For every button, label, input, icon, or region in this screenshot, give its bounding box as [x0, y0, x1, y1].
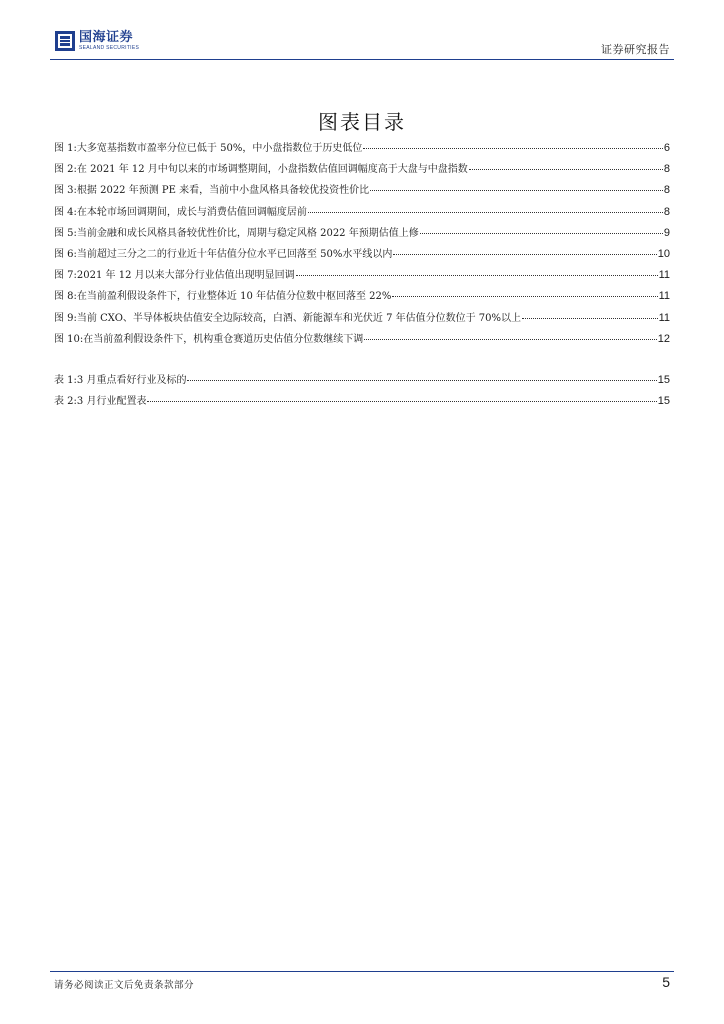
report-type-label: 证券研究报告: [601, 43, 670, 56]
entry-page-number: 8: [663, 184, 670, 197]
entry-label: 图 8:: [54, 291, 77, 303]
dot-leader: [364, 339, 656, 340]
logo-chinese-name: 国海证券: [79, 30, 134, 45]
sealand-logo-icon: [54, 30, 76, 52]
entry-label: 表 2:: [54, 396, 77, 408]
entry-page-number: 8: [663, 205, 670, 218]
figure-list: [54, 138, 670, 350]
entry-page-number: 8: [663, 163, 670, 176]
dot-leader: [393, 254, 656, 255]
entry-title: 在本轮市场回调期间，成长与消费估值回调幅度居前: [76, 206, 307, 218]
dot-leader: [308, 212, 663, 213]
entry-title: 当前超过三分之二的行业近十年估值分位水平已回落至 50%水平线以内: [76, 248, 393, 260]
entry-page-number: 6: [663, 142, 670, 154]
figure-entry[interactable]: [54, 202, 670, 223]
figure-entry[interactable]: [54, 223, 670, 244]
entry-label: 表 1:: [54, 375, 77, 386]
dot-leader: [147, 401, 656, 402]
dot-leader: [522, 318, 658, 319]
entry-label: 图 6:: [54, 248, 77, 260]
entry-title: 3 月行业配置表: [76, 396, 147, 408]
entry-title: 在 2021 年 12 月中旬以来的市场调整期间，小盘指数估值回调幅度高于大盘与中盘指数: [76, 164, 468, 176]
entry-label: 图 7:: [54, 270, 77, 282]
dot-leader: [392, 296, 657, 297]
entry-label: 图 10:: [54, 333, 84, 345]
figure-entry[interactable]: [54, 286, 670, 307]
entry-label: 图 2:: [54, 164, 77, 176]
header-divider: [50, 59, 674, 60]
toc-title: 图表目录: [318, 110, 406, 134]
figure-entry[interactable]: [54, 138, 670, 159]
entry-title: 3 月重点看好行业及标的: [76, 375, 187, 386]
table-list: [54, 370, 670, 412]
page-header: [0, 0, 724, 66]
entry-page-number: 12: [657, 332, 670, 345]
entry-page-number: 11: [658, 269, 670, 282]
dot-leader: [469, 169, 663, 170]
logo-english-name: SEALAND SECURITIES: [79, 45, 140, 51]
entry-page-number: 15: [657, 374, 670, 386]
dot-leader: [187, 380, 656, 381]
entry-title: 大多宽基指数市盈率分位已低于 50%，中小盘指数位于历史低位: [76, 143, 363, 154]
dot-leader: [370, 190, 663, 191]
figure-entry[interactable]: [54, 180, 670, 201]
entry-page-number: 11: [658, 290, 670, 303]
figure-entry[interactable]: [54, 244, 670, 265]
disclaimer-text: 请务必阅读正文后免责条款部分: [54, 980, 195, 991]
figure-entry[interactable]: [54, 265, 670, 286]
figure-entry[interactable]: [54, 159, 670, 180]
company-logo: [54, 30, 139, 52]
entry-page-number: 11: [658, 311, 670, 324]
entry-label: 图 1:: [54, 143, 77, 154]
entry-page-number: 15: [657, 395, 670, 408]
entry-title: 在当前盈利假设条件下，机构重仓赛道历史估值分位数继续下调: [83, 333, 364, 345]
entry-label: 图 5:: [54, 227, 77, 239]
table-entry[interactable]: [54, 391, 670, 412]
entry-page-number: 9: [663, 226, 670, 239]
dot-leader: [296, 275, 658, 276]
table-entry[interactable]: [54, 370, 670, 391]
entry-label: 图 4:: [54, 206, 77, 218]
dot-leader: [363, 148, 663, 149]
page-number: 5: [662, 974, 670, 990]
footer-divider: [50, 971, 674, 972]
entry-title: 当前金融和成长风格具备较优性价比，周期与稳定风格 2022 年预期估值上修: [76, 227, 419, 239]
entry-title: 当前 CXO、半导体板块估值安全边际较高，白酒、新能源车和光伏近 7 年估值分位数位于 70%以上: [76, 312, 522, 324]
entry-page-number: 10: [657, 247, 670, 260]
figure-entry[interactable]: [54, 329, 670, 350]
entry-label: 图 9:: [54, 312, 77, 324]
dot-leader: [420, 233, 663, 234]
entry-title: 在当前盈利假设条件下，行业整体近 10 年估值分位数中枢回落至 22%: [76, 291, 392, 303]
entry-title: 2021 年 12 月以来大部分行业估值出现明显回调: [76, 270, 295, 282]
entry-title: 根据 2022 年预测 PE 来看，当前中小盘风格具备较优投资性价比: [76, 185, 370, 197]
figure-entry[interactable]: [54, 308, 670, 329]
entry-label: 图 3:: [54, 185, 77, 197]
